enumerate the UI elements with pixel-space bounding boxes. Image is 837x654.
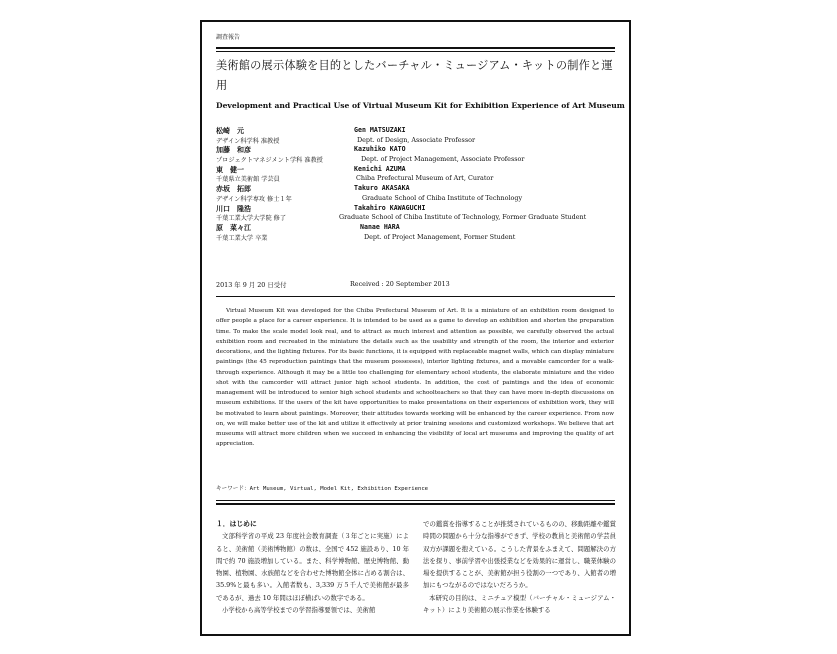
title-english: Development and Practical Use of Virtual Museum Kit for Exhibition Experience of Art Museum — [216, 101, 625, 110]
header-rule-thick — [216, 47, 615, 49]
author-affiliation-row — [216, 233, 616, 243]
body-paragraph: 本研究の目的は、ミニチュア模型（バーチャル・ミュージアム・キット）により美術館の展示作業を体験する — [423, 593, 616, 615]
body-paragraph: での鑑賞を指導することが推奨されているものの、移動距離や鑑賞時間の問題から十分な指導ができず、学校の教員と美術館の学芸員双方が課題を抱えている。こうした背景をふまえて、問題解決の方法を探り、事前学習や出張授業などを効果的に運営し、職業体験の場を提供することが、美術館が担う役割の一つであり、入館者の増加にもつながるのではないだろうか。 — [423, 520, 616, 590]
body-paragraph: 小学校から高等学校までの学習指導要領では、美術館 — [222, 606, 376, 615]
header-rule-thin — [216, 51, 615, 52]
author-list — [216, 126, 616, 242]
author-affiliation-en: Graduate School of Chiba Institute of Technology, Former Graduate Student — [339, 213, 587, 222]
section-heading: １．はじめに — [216, 520, 257, 528]
author-name-ja: 東 健一 — [216, 164, 244, 174]
body-column-left — [216, 518, 409, 616]
author-name-en: Gen MATSUZAKI — [354, 126, 406, 134]
author-name-ja: 原 菜々江 — [216, 222, 251, 232]
author-name-ja: 川口 隆浩 — [216, 203, 251, 213]
author-name-ja: 加藤 和彦 — [216, 145, 251, 155]
title-japanese: 美術館の展示体験を目的としたバーチャル・ミュージアム・キットの制作と運用 — [216, 59, 613, 92]
author-affiliation-row — [216, 213, 616, 223]
body-rule-thin — [216, 500, 615, 501]
author-affiliation-row — [216, 174, 616, 184]
body-column-right — [423, 518, 616, 616]
author-name-en: Nanae HARA — [360, 222, 400, 231]
keywords: キーワード：Art Museum, Virtual, Model Kit, Exhibition Experience — [216, 486, 429, 492]
author-affiliation-en: Dept. of Design, Associate Professor — [357, 135, 476, 144]
author-name-en: Kenichi AZUMA — [354, 164, 406, 173]
author-name-en: Takuro AKASAKA — [354, 184, 410, 193]
author-affiliation-en: Dept. of Project Management, Associate Professor — [361, 155, 525, 164]
author-name-row — [216, 223, 616, 233]
abstract-text: Virtual Museum Kit was developed for the Chiba Prefectural Museum of Art. It is a miniature of an exhibition room designed to offer people a place for a career experience. It is intended to be used as a game to develop an exhibition and shorten the preparation time. To make the scale model look real, and to attract as much interest and attention as possible, we carefully observed the actual exhibition room and recreated in the miniature the details such as the usability and strength of the room, the interior and exterior decorations, and the lighting fixtures. For its basic functions, it is equipped with replaceable magnet walls, which can display miniature paintings (the 45 reproduction paintings that the museum possesses), interior lighting fixtures, and a movable camcorder for a walk-through experience. Although it may be a little too challenging for elementary school students, the elaborate miniature and the video shot with the camcorder will attract junior high school students. In addition, the cost of paintings and the idea of economic management will be introduced to senior high school students and schoolteachers so that they can have more in-depth discussions on museum exhibitions. If the users of the kit have opportunities to make presentations on their experiences of exhibition work, they will be motivated to learn about paintings. Moreover, their attitudes towards working will be enhanced by the career experience. From now on, we will make better use of the kit and utilize it effectively at prior training sessions and customized workshops. We believe that art museums will attract more children when we succeed in enhancing the visibility of local art museums and improving the quality of art appreciation. — [216, 308, 614, 448]
author-affiliation-en: Graduate School of Chiba Institute of Technology — [362, 193, 523, 202]
author-name-en: Takahiro KAWAGUCHI — [354, 203, 426, 212]
author-affiliation-row — [216, 136, 616, 146]
author-name-row — [216, 145, 616, 155]
received-date-ja: 2013 年 9 月 20 日受付 — [216, 281, 287, 289]
abstract-top-rule — [216, 296, 615, 297]
author-affiliation-ja: デザイン科学専攻 修士１年 — [216, 195, 292, 203]
author-name-row — [216, 165, 616, 175]
author-name-en: Kazuhiko KATO — [354, 145, 406, 154]
article-category: 調査報告 — [216, 34, 241, 41]
received-date-en: Received : 20 September 2013 — [350, 280, 450, 288]
author-name-ja: 赤坂 拓郎 — [216, 184, 251, 194]
body-rule-thick — [216, 503, 615, 505]
author-name-row — [216, 204, 616, 214]
author-affiliation-ja: 千葉県立美術館 学芸員 — [216, 176, 280, 184]
author-affiliation-row — [216, 155, 616, 165]
author-affiliation-en: Chiba Prefectural Museum of Art, Curator — [356, 174, 494, 183]
author-affiliation-row — [216, 194, 616, 204]
author-affiliation-ja: プロジェクトマネジメント学科 准教授 — [216, 157, 323, 165]
author-affiliation-ja: デザイン科学科 准教授 — [216, 137, 280, 145]
author-affiliation-en: Dept. of Project Management, Former Student — [364, 232, 516, 241]
author-name-row — [216, 126, 616, 136]
author-affiliation-ja: 千葉工業大学大学院 修了 — [216, 215, 287, 223]
author-name-row — [216, 184, 616, 194]
paper-page — [200, 20, 631, 636]
body-paragraph: 文部科学省の平成 23 年度社会教育調査（３年ごとに実施）によると、美術館（美術博物館）の数は、全国で 452 施設あり、10 年間で約 70 施設増加している。また、科学博物館、歴史博物館、動物園、植物園、水族館などを合わせた博物館全体に占める割合は、35.9%と最も多い。入館者数も、3,339 万５千人で美術館が最多であるが、過去 10 年間はほぼ横ばいの数字である。 — [216, 532, 409, 602]
author-name-ja: 松崎 元 — [216, 126, 244, 135]
author-affiliation-ja: 千葉工業大学 卒業 — [216, 234, 268, 242]
